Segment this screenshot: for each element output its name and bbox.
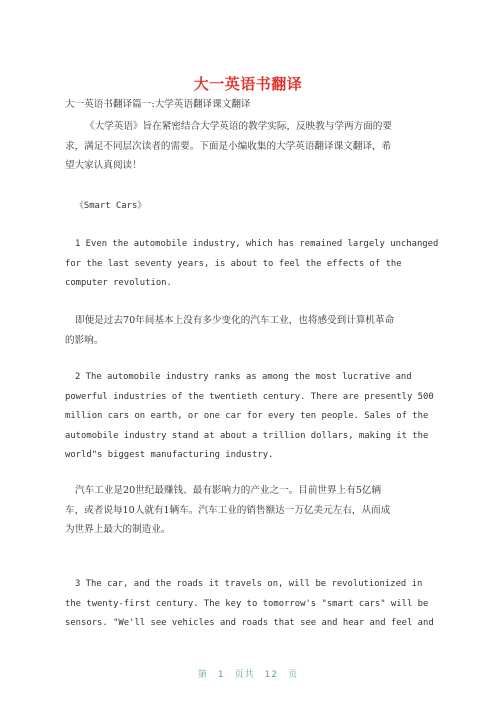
subtitle-line: 大一英语书翻译篇一:大学英语翻译课文翻译 xyxy=(65,99,251,110)
paragraph-line: 3 The car, and the roads it travels on, will be revolutionized in xyxy=(75,579,423,589)
section-title xyxy=(65,197,433,217)
paragraph-2-chinese xyxy=(65,481,433,540)
paragraph-line: 1 Even the automobile industry, which has remained largely unchanged xyxy=(75,239,439,249)
paragraph-line: 2 The automobile industry ranks as among the most lucrative and xyxy=(75,372,412,382)
paragraph-line: 即便是过去70年间基本上没有多少变化的汽车工业，也将感受到计算机革命 xyxy=(75,315,395,326)
paragraph-2-english xyxy=(65,368,433,466)
paragraph-1-chinese xyxy=(65,311,433,350)
paragraph-line: sensors. "We'll see vehicles and roads that see and hear and feel and xyxy=(65,618,434,628)
paragraph-line: powerful industries of the twentieth century. There are presently 500 xyxy=(65,391,434,402)
paragraph-line: automobile industry stand at about a trillion dollars, making it the xyxy=(65,430,429,441)
paragraph-line: 车，或者说每10人就有1辆车。汽车工业的销售额达一万亿美元左右，从而成 xyxy=(65,504,391,516)
paragraph-line: world"s biggest manufacturing industry. xyxy=(65,450,274,460)
paragraph-line: million cars on earth, or one car for every ten people. Sales of the xyxy=(65,411,429,421)
paragraph-1-english xyxy=(65,235,439,294)
paragraph-line: computer revolution. xyxy=(65,278,172,288)
paragraph-3-english xyxy=(65,575,433,634)
footer-page-suffix: 页 xyxy=(288,670,299,680)
document-title: 大一英语书翻译 xyxy=(193,75,303,93)
paragraph-line: 为世界上最大的制造业。 xyxy=(65,524,171,535)
intro-line: 求，满足不同层次读者的需要。下面是小编收集的大学英语翻译课文翻译，希 xyxy=(65,140,392,152)
footer-of-label: 页共 xyxy=(234,670,255,680)
paragraph-line: for the last seventy years, is about to feel the effects of the xyxy=(65,258,402,269)
paragraph-line: 的影响。 xyxy=(65,334,104,346)
intro-paragraph xyxy=(65,117,433,176)
footer-page-current: 1 xyxy=(217,670,225,680)
footer-page-total: 12 xyxy=(264,670,279,680)
paragraph-line: the twenty-first century. The key to tomorrow's "smart cars" will be xyxy=(65,598,429,609)
intro-line: 望大家认真阅读！ xyxy=(65,160,142,171)
document-subtitle xyxy=(65,95,433,115)
footer-page-label: 第 xyxy=(197,670,208,680)
intro-line: 《大学英语》旨在紧密结合大学英语的教学实际，反映教与学两方面的要 xyxy=(85,121,392,132)
page-number-footer xyxy=(0,667,496,680)
paragraph-line: 汽车工业是20世纪最赚钱、最有影响力的产业之一。目前世界上有5亿辆 xyxy=(75,485,382,496)
section-title-text: 《Smart Cars》 xyxy=(75,201,147,211)
